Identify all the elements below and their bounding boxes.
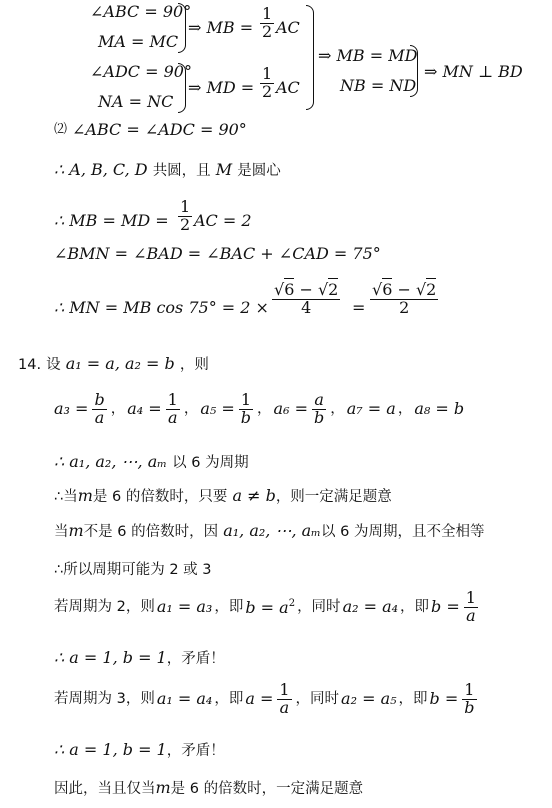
a8-term: a₈ = b: [414, 399, 465, 419]
ma-equals-mc: MA = MC: [98, 32, 179, 51]
frac-two: 2: [399, 297, 410, 317]
half-den-2: 2: [262, 81, 273, 101]
sqrt-2-a: 2: [328, 280, 339, 299]
contradiction-1: ∴ a = 1, b = 1，矛盾！: [54, 648, 225, 667]
p14-set: 设: [46, 357, 61, 373]
brace-4: [410, 45, 418, 97]
mb-md-eq-b: AC = 2: [194, 211, 252, 230]
a7-term: a₇ = a: [346, 399, 396, 419]
period-2-or-3: ∴所以周期可能为 2 或 3: [54, 562, 212, 578]
mb-md-half: [176, 199, 194, 234]
part-2-label: ⑵: [54, 122, 68, 137]
concyclic-text-1: 共圆，且: [152, 163, 211, 179]
p14-then: ，则: [179, 357, 209, 373]
period-3-case: 若周期为 3，则 a₁ = a₄ ，即 a = $\frac{1}{a}$ ，同时 a₂ = a₅ ，即 b = $\frac{1}{b}$: [54, 680, 475, 717]
sqrt-6-b: 6: [382, 280, 393, 299]
ac-label-2: AC: [276, 78, 300, 97]
concyclic-points: ∴ A, B, C, D: [54, 160, 148, 179]
mb-equals-md: ⇒ MB = MD: [318, 46, 418, 65]
sqrt-2-b: 2: [426, 280, 437, 299]
frac-four: 4: [301, 297, 312, 317]
ac-label-1: AC: [276, 18, 300, 37]
part-2-condition: ∠ABC = ∠ADC = 90°: [72, 120, 247, 139]
half-frac-1: [258, 6, 276, 41]
mn-perp-bd: ⇒ MN ⊥ BD: [424, 62, 523, 81]
period-line: ∴ a₁, a₂, ⋯, aₘ 以 6 为周期: [54, 452, 249, 471]
mb-md-eq-a: ∴ MB = MD =: [54, 211, 169, 230]
half-den: 2: [262, 21, 273, 41]
concyclic-m: M: [215, 160, 233, 179]
mb-implies: ⇒ MB =: [188, 18, 254, 37]
conclusion: 因此，当且仅当m是 6 的倍数时，一定满足题意: [54, 778, 364, 797]
a4-label: a₄ =: [127, 399, 162, 419]
brace-1: [178, 3, 186, 53]
case-not-multiple: 当m不是 6 的倍数时，因 a₁, a₂, ⋯, aₘ以 6 为周期，且不全相等: [54, 521, 485, 540]
mn-cos-eq: ∴ MN = MB cos 75° = 2 ×: [54, 298, 269, 317]
sequence-terms: a₃ = $\frac{b}{a}$ ， a₄ = $\frac{1}{a}$ ， a₅ = $\frac{1}{b}$ ， a₆ = $\frac{a}{b}$ ， a₇ = a ， a₈ = b: [54, 390, 465, 427]
sqrt-frac-1: $\frac{√6 - √2}{4}$: [274, 280, 339, 317]
half-num-3: 1: [180, 197, 191, 216]
na-equals-nc: NA = NC: [98, 92, 174, 111]
half-num-2: 1: [262, 64, 273, 83]
a5-label: a₅ =: [200, 399, 235, 419]
brace-2: [178, 63, 186, 113]
half-den-3: 2: [180, 214, 191, 234]
concyclic-line: [54, 162, 281, 179]
angle-abc-90: ∠ABC = 90°: [90, 2, 192, 21]
half-num: 1: [262, 4, 273, 23]
sqrt-6-a: 6: [284, 280, 295, 299]
contradiction-2: ∴ a = 1, b = 1，矛盾！: [54, 740, 225, 759]
period-2-case: 若周期为 2，则 a₁ = a₃ ，即 $b = a^2$ ，同时 a₂ = a₄ ，即 b = $\frac{1}{a}$: [54, 588, 476, 625]
p14-set-math: a₁ = a, a₂ = b: [65, 354, 175, 373]
a3-label: a₃ =: [54, 399, 89, 419]
md-implies: ⇒ MD =: [188, 78, 255, 97]
p14-header: [18, 356, 209, 373]
angle-adc-90: ∠ADC = 90°: [90, 62, 192, 81]
a6-label: a₆ =: [273, 399, 308, 419]
half-frac-2: [258, 66, 276, 101]
brace-3: [306, 5, 314, 110]
equals-sign: =: [352, 298, 366, 317]
case-multiple-of-6: ∴当m是 6 的倍数时，只要 a ≠ b，则一定满足题意: [54, 486, 392, 505]
sqrt-frac-2: $\frac{√6 - √2}{2}$: [372, 280, 437, 317]
angle-bmn-equation: ∠BMN = ∠BAD = ∠BAC + ∠CAD = 75°: [54, 244, 381, 263]
p14-number: 14.: [18, 357, 42, 373]
concyclic-text-2: 是圆心: [237, 163, 281, 179]
nb-equals-nd: NB = ND: [340, 76, 417, 95]
